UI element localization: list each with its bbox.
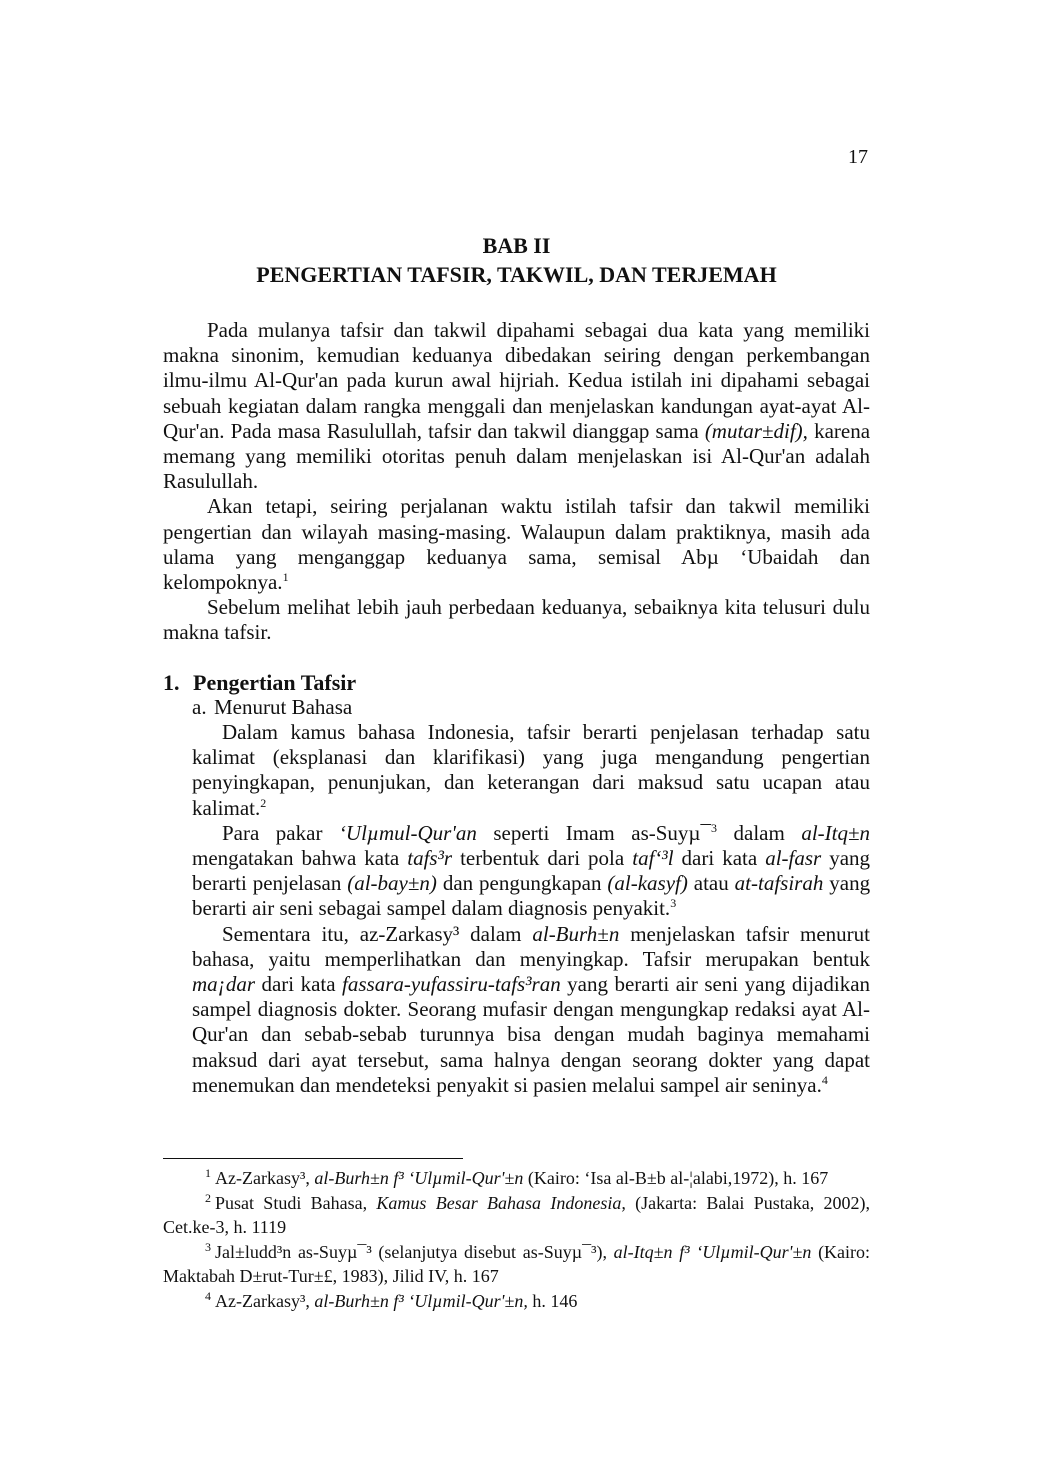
page-number: 17 — [848, 146, 868, 168]
intro-paragraph-1: Pada mulanya tafsir dan takwil dipahami sebagai dua kata yang memiliki makna sinonim, kemudian keduanya dibedakan seiring dengan perkembangan ilmu-ilmu Al-Qur'an pada kurun awal hijriah. Kedua istilah ini dipahami sebagai sebuah kegiatan dalam rangka menggali dan menjelaskan kandungan ayat-ayat Al-Qur'an. Pada masa Rasulullah, tafsir dan takwil dianggap sama (mutar±dif), karena memang yang memiliki otoritas penuh dalam menjelaskan isi Al-Qur'an adalah Rasulullah. — [163, 318, 871, 494]
footnote-4: $^4$ Az-Zarkasy³, al-Burh±n f³ ‘Ulµmil-Qur'±n, h. 146 — [205, 1288, 578, 1311]
subsection-heading: a. Menurut Bahasa — [192, 695, 353, 719]
intro-text — [163, 318, 870, 646]
footnote-3: $^3$ Jal±ludd³n as-Suyµ¯³ (selanjutya disebut as-Suyµ¯³), al-Itq±n f³ ‘Ulµmil-Qur'±n (Kairo: Maktabah D±rut-Tur±£, 1983), Jilid IV, h. 167 — [163, 1239, 871, 1286]
subsection-text — [192, 720, 870, 1098]
section-paragraph-1: Dalam kamus bahasa Indonesia, tafsir berarti penjelasan terhadap satu kalimat (eksplanasi dan klarifikasi) yang juga mengandung pengertian penyingkapan, penunjukan, dan keterangan dari maksud satu ucapan atau kalimat.$^2$ — [192, 720, 870, 820]
intro-paragraph-2: Akan tetapi, seiring perjalanan waktu istilah tafsir dan takwil memiliki pengertian dan wilayah masing-masing. Walaupun dalam praktiknya, masih ada ulama yang menganggap keduanya sama, semisal Abµ ‘Ubaidah dan kelompoknya.$^1$ — [163, 494, 870, 595]
footnote-ref: 1 — [282, 570, 289, 585]
chapter-title: PENGERTIAN TAFSIR, TAKWIL, DAN TERJEMAH — [256, 262, 777, 287]
section-heading: 1. Pengertian Tafsir — [163, 670, 357, 695]
footnotes — [163, 1166, 870, 1313]
section-paragraph-3: Sementara itu, az-Zarkasy³ dalam al-Burh±n menjelaskan tafsir menurut bahasa, yaitu memperlihatkan dan menyingkap. Tafsir merupakan bentuk ma¡dar dari kata fassara-yufassiru-tafs³ran yang berarti air seni yang dijadikan sampel diagnosis dokter. Seorang mufasir dengan mengungkap redaksi ayat Al-Qur'an dan sebab-sebab turunnya bisa dengan mudah baginya memahami maksud dari ayat tersebut, sama halnya dengan seorang dokter yang dapat menemukan dan mendeteksi penyakit si pasien melalui sampel air seninya.$^4$ — [192, 921, 871, 1097]
footnote-ref: 2 — [260, 795, 267, 810]
footnote-1: $^1$ Az-Zarkasy³, al-Burh±n f³ ‘Ulµmil-Qur'±n (Kairo: ‘Isa al-B±b al-¦alabi,1972), h. 167 — [205, 1166, 829, 1188]
footnote-ref: 3 — [711, 820, 718, 835]
footnote-divider — [163, 1158, 463, 1159]
chapter-label: BAB II — [482, 233, 551, 258]
footnote-ref: 4 — [821, 1072, 828, 1087]
intro-paragraph-3: Sebelum melihat lebih jauh perbedaan keduanya, sebaiknya kita telusuri dulu makna tafsir. — [163, 595, 870, 645]
section-paragraph-2: Para pakar ‘Ulµmul-Qur'an seperti Imam as-Suyµ¯$^3$ dalam al-Itq±n mengatakan bahwa kata tafs³r terbentuk dari pola taf‘³l dari kata al-fasr yang berarti penjelasan (al-bay±n) dan pengungkapan (al-kasyf) atau at-tafsirah yang berarti air seni sebagai sampel dalam diagnosis penyakit.$^3$ — [192, 820, 871, 921]
footnote-2: $^2$ Pusat Studi Bahasa, Kamus Besar Bahasa Indonesia, (Jakarta: Balai Pustaka, 2002), Cet.ke-3, h. 1119 — [163, 1190, 871, 1237]
footnote-ref: 3 — [670, 896, 677, 911]
